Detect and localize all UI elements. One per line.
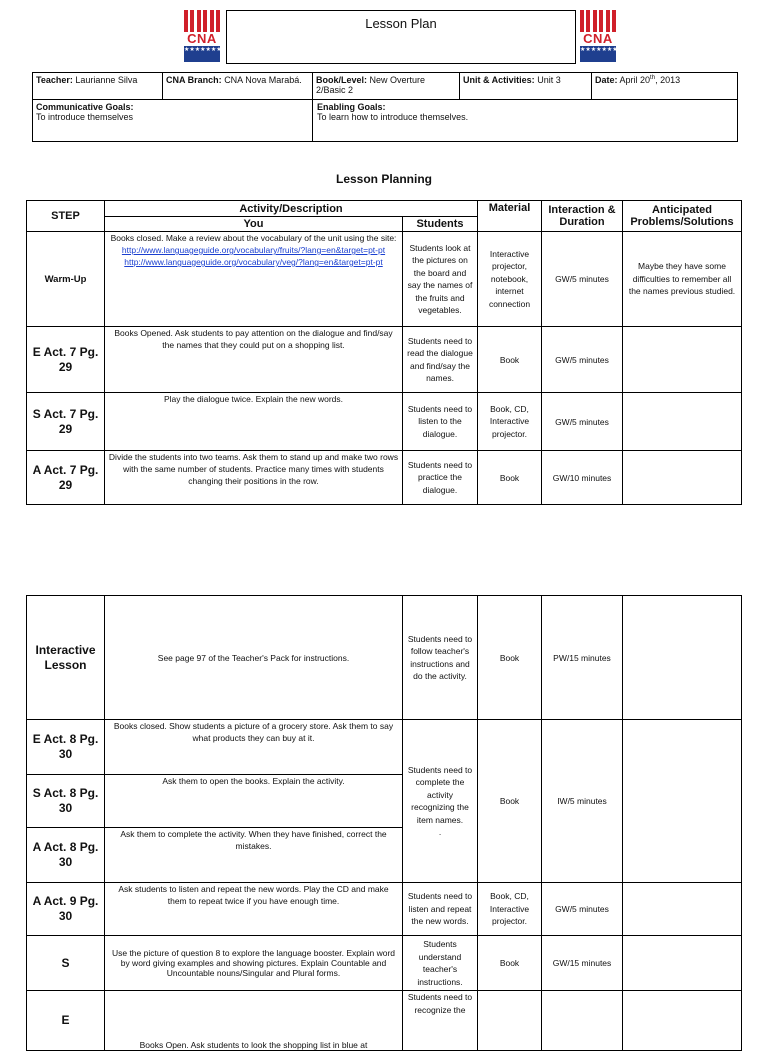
comm-goals-value: To introduce themselves (36, 112, 134, 122)
date-label: Date: (595, 75, 618, 85)
book-value: New Overture 2/Basic 2 (316, 75, 426, 95)
activity-cell: Books Opened. Ask students to pay attention on the dialogue and find/say the names that they could put on a shopping list. (105, 327, 403, 393)
comm-goals-label: Communicative Goals: (36, 102, 134, 112)
fruits-link[interactable]: http://www.languageguide.org/vocabulary/fruits/?lang=en&target=pt-pt (121, 245, 386, 255)
material-cell: Book (478, 596, 542, 720)
title-box (226, 10, 576, 64)
header-step: STEP (27, 201, 105, 232)
teacher-cell (33, 73, 163, 100)
material-cell: Book (478, 451, 542, 505)
activity-cell: Ask them to complete the activity. When they have finished, correct the mistakes. (105, 828, 403, 883)
interaction-cell (542, 991, 623, 1051)
table-row (27, 327, 742, 393)
material-cell: Book (478, 936, 542, 991)
step-cell: S Act. 7 Pg. 29 (27, 393, 105, 451)
activity-cell: Divide the students into two teams. Ask them to stand up and make two rows with the same number of students. Practice many times with students changing their positions in the row. (105, 451, 403, 505)
logo-text: CNA (184, 32, 220, 46)
material-cell: Book (478, 327, 542, 393)
activity-cell: Play the dialogue twice. Explain the new words. (105, 393, 403, 451)
interaction-cell: GW/5 minutes (542, 327, 623, 393)
table-row (27, 596, 742, 720)
problems-cell (623, 936, 742, 991)
header-students: Students (403, 217, 478, 232)
interaction-cell: GW/5 minutes (542, 393, 623, 451)
problems-cell (623, 883, 742, 936)
students-cell: Students look at the pictures on the board and say the names of the fruits and vegetables. (403, 232, 478, 327)
students-cell: Students need to listen and repeat the new words. (403, 883, 478, 936)
lesson-plan-table-continued (26, 595, 742, 1051)
header-activity: Activity/Description (105, 201, 478, 217)
enab-goals-label: Enabling Goals: (317, 102, 386, 112)
branch-value: CNA Nova Marabá. (224, 75, 302, 85)
activity-cell (105, 232, 403, 327)
table-row (27, 393, 742, 451)
problems-cell (623, 720, 742, 883)
activity-cell: Ask students to listen and repeat the new words. Play the CD and make them to repeat twice if you have enough time. (105, 883, 403, 936)
cna-logo-right (580, 10, 688, 66)
date-year: , 2013 (655, 75, 681, 85)
material-cell: Book, CD, Interactive projector. (478, 883, 542, 936)
activity-cell: Books Open. Ask students to look the shopping list in blue at (105, 991, 403, 1051)
book-label: Book/Level: (316, 75, 368, 85)
info-table (32, 72, 738, 142)
interaction-cell: GW/5 minutes (542, 883, 623, 936)
header-interaction: Interaction & Duration (542, 201, 623, 232)
activity-text: Books closed. Make a review about the vocabulary of the unit using the site: (110, 233, 397, 243)
step-cell: S (27, 936, 105, 991)
step-cell: A Act. 7 Pg. 29 (27, 451, 105, 505)
problems-cell (623, 451, 742, 505)
book-cell (313, 73, 460, 100)
students-cell: Students need to read the dialogue and find/say the names. (403, 327, 478, 393)
step-cell: S Act. 8 Pg. 30 (27, 775, 105, 828)
step-cell: E (27, 991, 105, 1051)
activity-cell: Use the picture of question 8 to explore the language booster. Explain word by word giving examples and showing pictures. Explain Countable and Uncountable nouns/Singular and Plural forms. (105, 936, 403, 991)
interaction-cell: IW/5 minutes (542, 720, 623, 883)
logo-text: CNA (580, 32, 616, 46)
header-you: You (105, 217, 403, 232)
step-cell: E Act. 8 Pg. 30 (27, 720, 105, 775)
branch-label: CNA Branch: (166, 75, 222, 85)
date-cell (592, 73, 738, 100)
material-cell: Interactive projector, notebook, internet connection (478, 232, 542, 327)
teacher-label: Teacher: (36, 75, 73, 85)
students-dot: . (438, 827, 442, 837)
enab-goals-value: To learn how to introduce themselves. (317, 112, 469, 122)
step-cell: A Act. 9 Pg. 30 (27, 883, 105, 936)
table-row (27, 991, 742, 1051)
students-text: Students need to complete the activity recognizing the item names. (407, 764, 473, 825)
date-sup: th (650, 75, 656, 81)
students-cell: Students need to recognize the (403, 991, 478, 1051)
problems-cell (623, 393, 742, 451)
interaction-cell: GW/10 minutes (542, 451, 623, 505)
interaction-cell: PW/15 minutes (542, 596, 623, 720)
cna-logo-left (184, 10, 292, 66)
lesson-plan-table (26, 200, 742, 505)
branch-cell (163, 73, 313, 100)
step-cell: Interactive Lesson (27, 596, 105, 720)
problems-cell (623, 327, 742, 393)
problems-cell (623, 596, 742, 720)
enab-goals-cell (313, 100, 738, 142)
teacher-value: Laurianne Silva (75, 75, 138, 85)
star-icon: ★★★★★★★★★★★★★★★★★★★★ (184, 46, 220, 62)
students-cell (403, 720, 478, 883)
header-problems: Anticipated Problems/Solutions (623, 201, 742, 232)
step-cell: Warm-Up (27, 232, 105, 327)
students-cell: Students need to follow teacher's instructions and do the activity. (403, 596, 478, 720)
comm-goals-cell (33, 100, 313, 142)
header-material: Material (478, 201, 542, 232)
table-row (27, 883, 742, 936)
interaction-cell: GW/15 minutes (542, 936, 623, 991)
students-cell: Students need to practice the dialogue. (403, 451, 478, 505)
problems-cell: Maybe they have some difficulties to remember all the names previous studied. (623, 232, 742, 327)
unit-label: Unit & Activities: (463, 75, 535, 85)
activity-cell: Books closed. Show students a picture of a grocery store. Ask them to say what products they can buy at it. (105, 720, 403, 775)
students-cell: Students need to listen to the dialogue. (403, 393, 478, 451)
material-cell: Book, CD, Interactive projector. (478, 393, 542, 451)
page-title: Lesson Plan (365, 16, 437, 31)
students-cell: Students understand teacher's instructions. (403, 936, 478, 991)
veg-link[interactable]: http://www.languageguide.org/vocabulary/veg/?lang=en&target=pt-pt (124, 257, 383, 267)
step-cell: A Act. 8 Pg. 30 (27, 828, 105, 883)
material-cell (478, 991, 542, 1051)
section-title: Lesson Planning (335, 172, 432, 186)
activity-cell: See page 97 of the Teacher's Pack for instructions. (105, 596, 403, 720)
material-cell: Book (478, 720, 542, 883)
unit-value: Unit 3 (537, 75, 561, 85)
problems-cell (623, 991, 742, 1051)
table-row (27, 451, 742, 505)
table-row (27, 936, 742, 991)
unit-cell (460, 73, 592, 100)
interaction-cell: GW/5 minutes (542, 232, 623, 327)
table-row (27, 232, 742, 327)
star-icon: ★★★★★★★★★★★★★★★★★★★★ (580, 46, 616, 62)
step-cell: E Act. 7 Pg. 29 (27, 327, 105, 393)
date-value: April 20 (619, 75, 651, 85)
table-row (27, 720, 742, 775)
activity-cell: Ask them to open the books. Explain the activity. (105, 775, 403, 828)
